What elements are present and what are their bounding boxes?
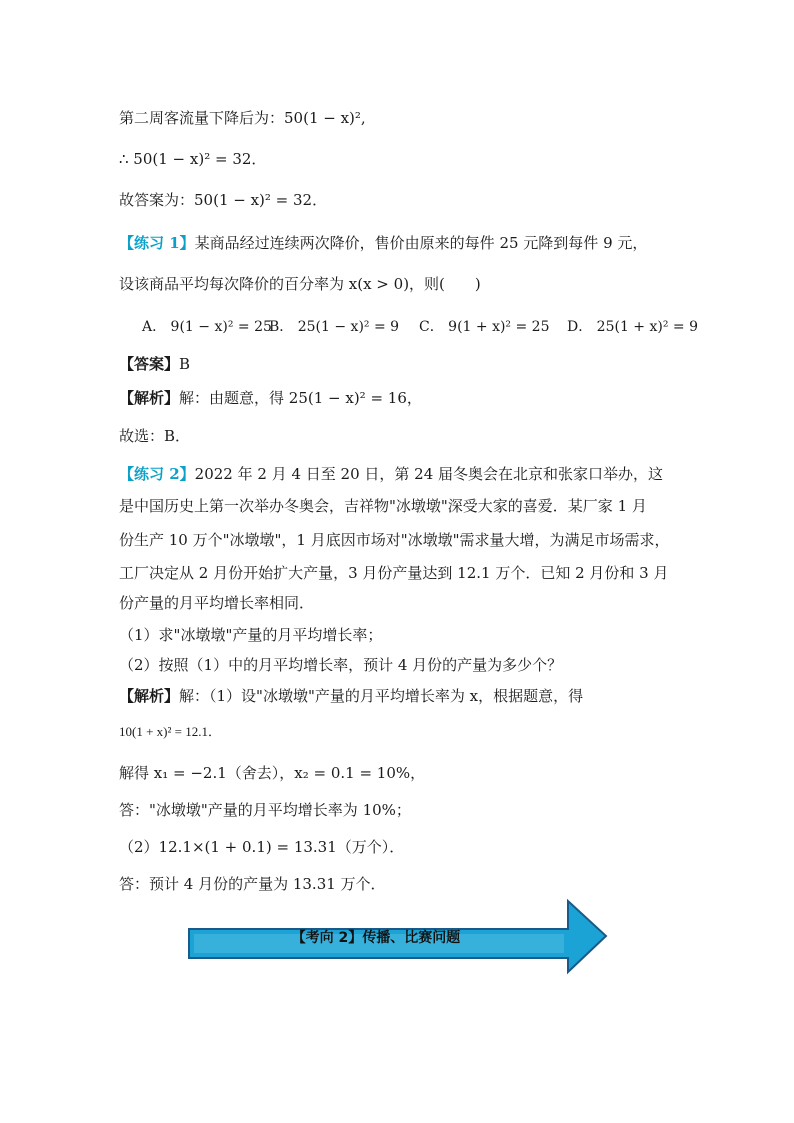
banner-tag: 【考向 2】: [291, 930, 363, 946]
text-line: 设该商品平均每次降价的百分率为 x(x > 0)，则( ): [119, 275, 481, 293]
solution-2-text: 解：（1）设"冰墩墩"产量的月平均增长率为 x，根据题意，得: [179, 687, 584, 705]
question-1: （1）求"冰墩墩"产量的月平均增长率；: [119, 626, 383, 644]
solution-tag: 【解析】: [119, 389, 180, 407]
option-b: B． 25(1 − x)² = 9: [269, 319, 400, 335]
solution-2-line: [119, 686, 583, 706]
banner-title: 传播、比赛问题: [362, 930, 461, 946]
option-d: D． 25(1 + x)² = 9: [567, 319, 698, 335]
option-a: A． 9(1 − x)² = 25: [142, 319, 272, 335]
solution-2-tag: 【解析】: [119, 687, 180, 705]
question-2: （2）按照（1）中的月平均增长率，预计 4 月份的产量为多少个？: [119, 656, 563, 674]
text-line: 故选：B．: [119, 427, 191, 445]
banner-label: [186, 927, 566, 947]
exercise-1-heading: [119, 233, 647, 253]
answer-value: B: [179, 355, 191, 373]
text-line: 第二周客流量下降后为：50(1 − x)²,: [119, 109, 366, 127]
exercise-1-text: 某商品经过连续两次降价，售价由原来的每件 25 元降到每件 9 元，: [194, 234, 648, 252]
text-line: 份产量的月平均增长率相同．: [119, 594, 315, 612]
text-line: 答：预计 4 月份的产量为 13.31 万个．: [119, 875, 386, 893]
exercise-1-tag: 【练习 1】: [119, 234, 195, 252]
section-banner-arrow: [186, 898, 608, 976]
text-line: 份生产 10 万个"冰墩墩"，1 月底因市场对"冰墩墩"需求量大增，为满足市场需求，: [119, 531, 670, 549]
text-line: ∴ 50(1 − x)² = 32．: [119, 150, 267, 168]
text-line: 工厂决定从 2 月份开始扩大产量，3 月份产量达到 12.1 万个．已知 2 月份和 3 月: [119, 564, 669, 582]
text-line: 是中国历史上第一次举办冬奥会，吉祥物"冰墩墩"深受大家的喜爱．某厂家 1 月: [119, 497, 647, 515]
option-c: C． 9(1 + x)² = 25: [419, 319, 550, 335]
text-line: 故答案为：50(1 − x)² = 32．: [119, 191, 328, 209]
exercise-2-text: 2022 年 2 月 4 日至 20 日，第 24 届冬奥会在北京和张家口举办，这: [194, 465, 664, 483]
exercise-2-heading: [119, 464, 663, 484]
answer-tag: 【答案】: [119, 355, 180, 373]
equation-line: 10(1 + x)² = 12.1．: [119, 724, 221, 739]
text-line: （2）12.1×(1 + 0.1) = 13.31（万个）．: [119, 838, 405, 856]
solution-line: [119, 388, 422, 408]
answer-line: [119, 354, 190, 374]
answer-options: [142, 316, 698, 336]
text-line: 解得 x₁ = −2.1（舍去），x₂ = 0.1 = 10%，: [119, 764, 426, 782]
solution-text: 解：由题意，得 25(1 − x)² = 16，: [179, 389, 422, 407]
exercise-2-tag: 【练习 2】: [119, 465, 195, 483]
text-line: 答："冰墩墩"产量的月平均增长率为 10%；: [119, 801, 411, 819]
